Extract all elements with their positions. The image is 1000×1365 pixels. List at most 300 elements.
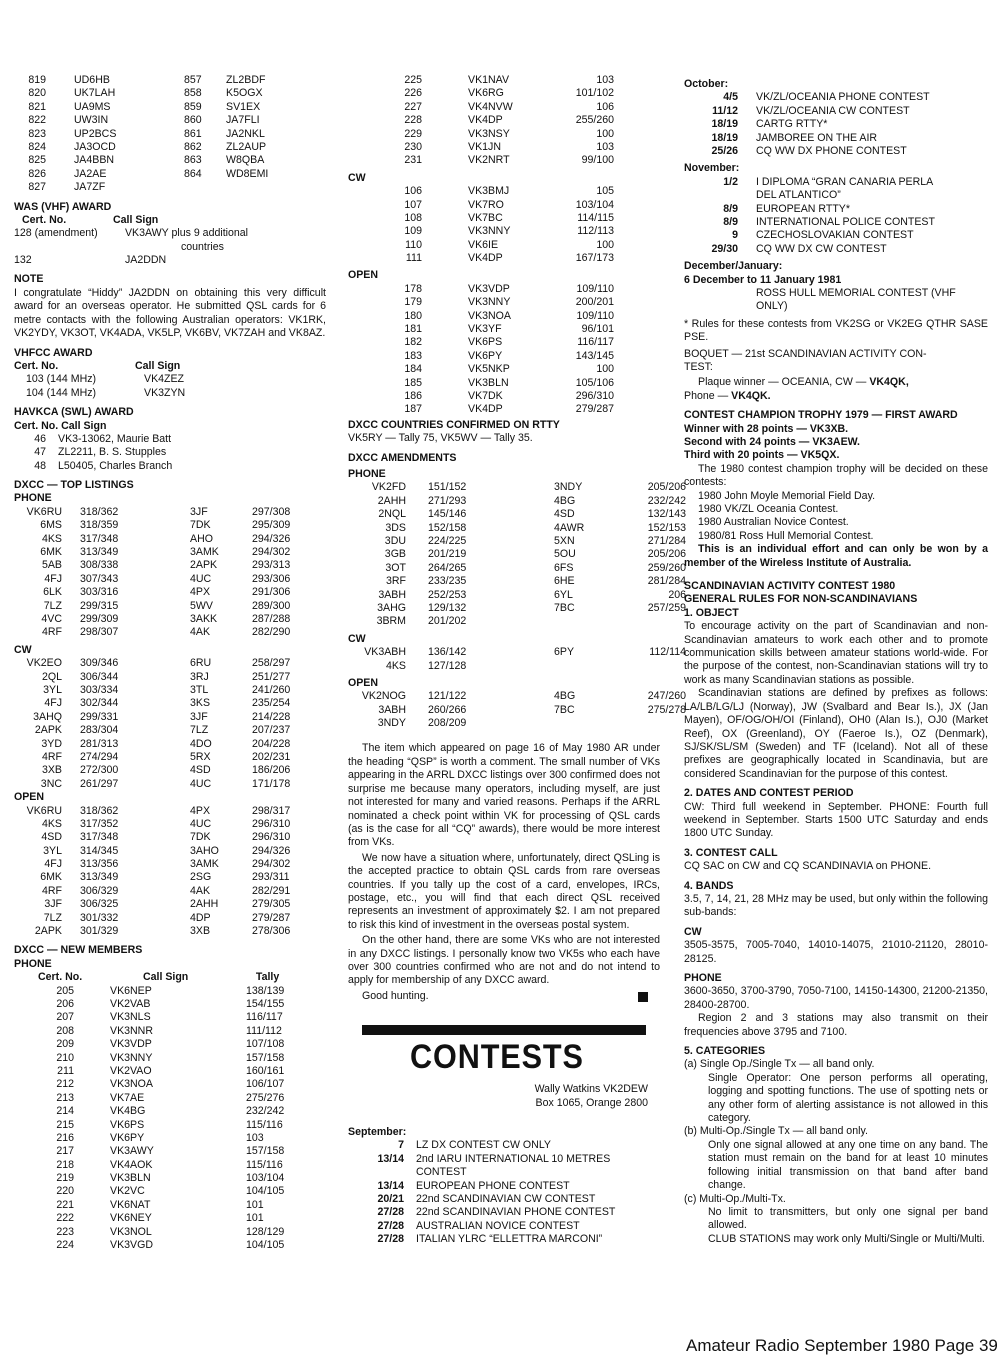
vhfcc-header: Cert. No. Call Sign	[14, 359, 181, 372]
table-row	[14, 724, 326, 737]
table-cell: 293/313	[252, 559, 291, 572]
sac-subtitle: GENERAL RULES FOR NON-SCANDINAVIANS	[684, 593, 918, 606]
table-cell: 3DS	[385, 521, 406, 534]
table-cell: 3NDY	[377, 717, 406, 730]
table-cell: 220	[56, 1185, 74, 1198]
table-cell: 295/309	[252, 519, 291, 532]
table-row	[348, 534, 686, 548]
table-cell: 6LK	[43, 586, 62, 599]
table-cell: 301/329	[80, 925, 119, 938]
table-cell: 205	[56, 984, 74, 997]
call-title: 3. CONTEST CALL	[684, 846, 778, 859]
table-cell: 108	[404, 211, 422, 224]
table-cell: 206	[56, 998, 74, 1010]
table-cell: VK7RO	[468, 198, 504, 211]
table-cell: 136/142	[428, 646, 467, 659]
table-cell: 218	[56, 1158, 74, 1171]
table-cell: 201/202	[428, 615, 467, 628]
table-cell: 106	[596, 100, 614, 113]
table-row	[684, 176, 988, 189]
table-cell: 3GB	[384, 548, 406, 561]
open-label: OPEN	[348, 269, 379, 282]
table-cell: 2AHH	[190, 898, 219, 911]
cw-bands: 3505-3575, 7005-7040, 14010-14075, 21010-21120, 28010-28125.	[684, 939, 988, 965]
november-contests	[684, 176, 988, 256]
havkca-title: HAVKCA (SWL) AWARD	[14, 406, 134, 419]
list-item: 1980 Australian Novice Contest.	[698, 516, 849, 529]
table-cell: SV1EX	[226, 100, 261, 113]
author-name: Wally Watkins VK2DEW	[534, 1083, 648, 1096]
trophy-winner: Winner with 28 points — VK3XB.	[684, 422, 849, 435]
table-cell: 13/14	[377, 1179, 404, 1192]
table-cell: 5WV	[190, 599, 213, 612]
table-row	[348, 1180, 660, 1193]
table-cell: AUSTRALIAN NOVICE CONTEST	[416, 1219, 580, 1232]
table-cell: VK3NNY	[468, 225, 511, 238]
phone-label: PHONE	[14, 492, 52, 505]
table-cell: 318/362	[80, 505, 119, 518]
table-cell: 861	[184, 127, 202, 140]
table-cell: 3RF	[385, 575, 406, 588]
table-cell: VK3BMJ	[468, 185, 510, 198]
plaque-line-1: Plaque winner — OCEANIA, CW — VK4QK,	[698, 376, 909, 389]
table-cell: 297/308	[252, 505, 291, 518]
table-row	[348, 252, 660, 265]
table-cell: 282/290	[252, 626, 291, 639]
table-cell: 3AKK	[190, 613, 218, 625]
section-rule	[362, 1025, 646, 1035]
table-cell: 205/206	[647, 548, 686, 561]
table-cell: 5RX	[190, 750, 211, 763]
table-row	[14, 519, 326, 532]
table-cell: 2APK	[34, 925, 62, 938]
table-row	[348, 660, 660, 673]
table-cell: 112/114	[649, 646, 686, 659]
table-cell: 224/225	[428, 534, 467, 547]
table-cell: 4KS	[41, 817, 62, 830]
table-row	[14, 74, 326, 87]
table-cell: 299/331	[80, 710, 119, 723]
table-cell: 3AHO	[190, 844, 219, 857]
table-cell: 235/254	[252, 697, 291, 710]
new-members-header: Cert. No. Call Sign Tally	[38, 971, 280, 984]
table-row	[14, 805, 326, 818]
new-members-cw	[348, 185, 660, 265]
plaque-line-2: Phone — VK4QK.	[684, 389, 771, 402]
table-cell: 228	[404, 114, 422, 127]
table-cell: VK6NEY	[110, 1212, 152, 1225]
table-cell: ZL2211, B. S. Stupples	[58, 446, 167, 459]
was-col-cert: Cert. No.	[22, 213, 67, 226]
table-row	[14, 141, 326, 154]
table-cell: VK3NNY	[110, 1051, 153, 1064]
table-cell: 152/153	[647, 521, 686, 534]
table-cell: VK3-13062, Maurie Batt	[58, 432, 172, 445]
table-cell: 132/143	[647, 508, 686, 521]
table-row	[14, 1011, 326, 1024]
table-cell: VK3NOL	[110, 1225, 152, 1238]
table-row	[14, 533, 326, 546]
table-cell: 820	[28, 87, 46, 100]
table-row	[14, 1092, 326, 1105]
table-cell: VK6RU	[26, 804, 62, 817]
table-row	[14, 154, 326, 167]
table-cell: 298/307	[80, 626, 119, 639]
table-cell: 317/348	[80, 532, 119, 545]
table-cell: VK3BLN	[110, 1172, 151, 1185]
table-cell: 3AMK	[190, 858, 219, 871]
table-cell: VK3NSY	[468, 127, 510, 140]
table-cell: JA2NKL	[226, 127, 265, 140]
table-row	[348, 199, 660, 212]
phone-bands: 3600-3650, 3700-3790, 7050-7100, 14150-14300, 21200-21350, 28400-28700.	[684, 985, 988, 1011]
table-cell: 317/348	[80, 831, 119, 844]
table-row	[14, 387, 326, 400]
table-cell: WD8EMI	[226, 167, 269, 180]
boquet-line-2: TEST:	[684, 360, 713, 373]
trophy-text: The 1980 contest champion trophy will be decided on these contests:	[684, 462, 988, 489]
table-row	[14, 181, 326, 194]
table-cell: 3OT	[385, 561, 406, 574]
table-cell: VK3NOA	[468, 309, 511, 322]
table-cell: 104 (144 MHz)	[26, 386, 97, 399]
table-row	[14, 778, 326, 791]
table-cell: 4PX	[190, 804, 211, 817]
table-cell: 282/291	[252, 884, 291, 897]
table-cell: 294/326	[252, 844, 291, 857]
table-cell: 231	[404, 154, 422, 167]
amendments-title: DXCC AMENDMENTS	[348, 451, 457, 464]
table-cell: 128/129	[246, 1225, 285, 1238]
table-row	[14, 1105, 326, 1118]
table-cell: 5OU	[554, 548, 576, 561]
table-cell: 822	[28, 114, 46, 127]
trophy-contest-list	[684, 490, 988, 544]
table-row	[348, 1139, 660, 1152]
table-cell: 296/310	[575, 390, 614, 403]
table-row	[348, 128, 660, 141]
table-row	[14, 168, 326, 181]
table-cell: VK4DP	[468, 114, 503, 127]
table-cell: 6YL	[554, 588, 573, 601]
table-cell: 4UC	[190, 817, 212, 830]
table-row	[14, 101, 326, 114]
cw-label: CW	[348, 171, 366, 184]
table-row	[684, 118, 988, 131]
table-row	[14, 985, 326, 998]
table-row	[684, 189, 988, 202]
vhfcc-title: VHFCC AWARD	[14, 346, 93, 359]
table-cell: 101	[246, 1212, 264, 1225]
table-cell: I DIPLOMA “GRAN CANARIA PERLA	[756, 175, 934, 188]
table-cell: 303/334	[80, 683, 119, 696]
table-row	[14, 1132, 326, 1145]
table-cell: 187	[404, 403, 422, 416]
table-row	[348, 1193, 660, 1206]
table-cell: 138/139	[246, 984, 285, 997]
was-title: WAS (VHF) AWARD	[14, 200, 112, 213]
table-cell: 226	[404, 87, 422, 100]
table-cell: VK3NLS	[110, 1011, 151, 1024]
table-cell: 3YL	[43, 844, 62, 857]
table-cell: 100	[596, 363, 614, 376]
note-text: I congratulate “Hiddy” JA2DDN on obtaining this very difficult award for an overseas operator. He submitted QSL cards for 6 metre contacts with the following Australian operators: VK1RK, VK2YDY, VK3OT, VK4ADA, VK5LP, VK6BV, VK7ZAH and VK8AZ.	[14, 286, 326, 340]
table-cell: 127/128	[428, 659, 467, 672]
was-col-call: Call Sign	[112, 213, 159, 226]
table-row	[348, 703, 686, 717]
categories-title: 5. CATEGORIES	[684, 1045, 766, 1058]
table-cell: ZL2AUP	[226, 140, 267, 153]
table-cell: 281/284	[647, 575, 686, 588]
table-cell: 298/317	[252, 804, 291, 817]
table-cell: 3JF	[190, 505, 208, 518]
table-cell: VK6PS	[468, 336, 503, 349]
table-cell: 287/288	[252, 613, 291, 625]
was-row-cont: countries	[180, 240, 224, 253]
table-cell: 204/228	[252, 737, 291, 750]
table-cell: 4DP	[190, 911, 211, 924]
table-cell: 4RF	[41, 884, 62, 897]
table-row	[14, 114, 326, 127]
table-cell: VK4BG	[110, 1105, 146, 1118]
table-cell: 208/209	[428, 717, 467, 730]
table-cell: UK7LAH	[74, 87, 116, 100]
table-row	[684, 132, 988, 145]
table-cell: VK2VAO	[110, 1064, 152, 1077]
bands-title: 4. BANDS	[684, 879, 734, 892]
table-cell: 278/306	[252, 925, 291, 938]
table-cell: CONTEST	[416, 1166, 467, 1179]
table-cell: 205/206	[647, 481, 686, 494]
table-row	[348, 114, 660, 127]
table-cell: 247/260	[647, 690, 686, 703]
table-cell: 160/161	[246, 1064, 285, 1077]
end-mark	[638, 992, 648, 1002]
table-row	[348, 646, 686, 659]
table-cell: 4KS	[385, 659, 406, 672]
table-cell: 252/253	[428, 588, 467, 601]
cw-listing	[14, 657, 326, 791]
table-row	[14, 1226, 326, 1239]
table-cell: 27/28	[377, 1219, 404, 1232]
table-cell: 279/287	[252, 911, 291, 924]
table-cell: 111	[405, 252, 422, 265]
dates-title: 2. DATES AND CONTEST PERIOD	[684, 787, 854, 800]
table-cell: DEL ATLANTICO”	[756, 189, 841, 202]
column-1	[14, 74, 326, 1252]
table-cell: 111/112	[246, 1024, 282, 1037]
table-cell: 106/107	[246, 1078, 285, 1091]
table-row	[684, 229, 988, 242]
table-cell: 18/19	[711, 131, 738, 144]
table-cell: 6FS	[554, 561, 574, 574]
table-cell: 4PX	[190, 586, 211, 599]
table-row	[14, 751, 326, 764]
table-cell: 6MS	[40, 519, 62, 532]
table-cell: 3DU	[384, 534, 406, 547]
table-cell: 3KS	[190, 697, 211, 710]
phone-listing	[14, 506, 326, 640]
table-cell: UP2BCS	[74, 127, 117, 140]
table-row	[14, 684, 326, 697]
table-cell: VK3YF	[468, 323, 502, 336]
table-cell: 213	[56, 1091, 74, 1104]
table-row	[348, 154, 660, 167]
table-row	[14, 858, 326, 871]
table-cell: AHO	[190, 532, 213, 545]
table-cell: 3NDY	[554, 481, 583, 494]
new-members-list	[14, 985, 326, 1253]
table-cell: 217	[56, 1145, 74, 1158]
table-cell: 294/326	[252, 532, 291, 545]
table-cell: 825	[28, 154, 46, 167]
table-cell: 255/260	[575, 114, 614, 127]
table-row	[14, 657, 326, 670]
column-2	[348, 74, 686, 1247]
table-cell: 5XN	[554, 534, 575, 547]
table-row	[684, 216, 988, 229]
page-footer: Amateur Radio September 1980 Page 39	[686, 1336, 998, 1355]
table-cell: 5AB	[41, 559, 62, 572]
table-cell: 259/260	[647, 561, 686, 574]
table-cell: JA7ZF	[74, 181, 106, 194]
table-cell: 317/352	[80, 817, 119, 830]
table-cell: 858	[184, 87, 202, 100]
table-cell: 106	[404, 185, 422, 198]
table-cell: 826	[28, 167, 46, 180]
table-row	[684, 105, 988, 118]
table-cell: L50405, Charles Branch	[58, 459, 173, 472]
table-cell: 6MK	[40, 546, 62, 559]
table-cell: 8/9	[723, 215, 738, 228]
table-row	[14, 1119, 326, 1132]
table-cell: 157/158	[246, 1145, 285, 1158]
amend-phone-label: PHONE	[348, 468, 386, 481]
december-date: 6 December to 11 January 1981	[684, 273, 842, 286]
table-cell: 27/28	[377, 1233, 404, 1246]
table-cell: VK3VGD	[110, 1239, 153, 1252]
table-cell: CQ WW DX PHONE CONTEST	[756, 144, 907, 157]
table-cell: ZL2BDF	[226, 74, 266, 86]
table-cell: 116/117	[246, 1011, 283, 1024]
table-cell: 230	[404, 140, 422, 153]
table-cell: 271/284	[647, 534, 686, 547]
table-cell: 201/219	[428, 548, 467, 561]
table-cell: 271/293	[428, 494, 467, 507]
table-cell: 4/5	[723, 91, 738, 104]
table-cell: VK6PY	[110, 1131, 145, 1144]
rtty-text: VK5RY — Tally 75, VK5WV — Tally 35.	[348, 432, 533, 445]
table-cell: 4VC	[41, 613, 62, 625]
table-cell: 104/105	[246, 1185, 285, 1198]
table-row	[348, 363, 660, 376]
table-cell: JAMBOREE ON THE AIR	[756, 131, 878, 144]
category-c-text-1: No limit to transmitters, but only one signal per band allowed.	[708, 1205, 988, 1232]
december-label: December/January:	[684, 260, 783, 273]
table-cell: VK4NVW	[468, 100, 513, 113]
table-cell: 103 (144 MHz)	[26, 373, 97, 386]
table-row	[14, 818, 326, 831]
table-cell: 171/178	[252, 777, 291, 790]
table-cell: 3ABH	[378, 703, 406, 716]
table-cell: 2NQL	[378, 508, 406, 521]
table-cell: 863	[184, 154, 202, 167]
table-cell: 274/294	[80, 750, 119, 763]
table-row	[14, 845, 326, 858]
table-cell: 275/278	[647, 703, 686, 716]
table-cell: 121/122	[428, 690, 467, 703]
table-cell: 307/343	[80, 572, 119, 585]
cw-label: CW	[14, 643, 32, 656]
table-row	[14, 1159, 326, 1172]
table-cell: 215	[56, 1118, 74, 1131]
table-cell: VK5NKP	[468, 363, 510, 376]
table-cell: 209	[56, 1038, 74, 1051]
table-cell: VK2EO	[26, 657, 62, 670]
table-row	[14, 1145, 326, 1158]
december-event: ROSS HULL MEMORIAL CONTEST (VHF ONLY)	[756, 286, 956, 313]
table-cell: 824	[28, 140, 46, 153]
table-cell: 110	[405, 238, 422, 251]
table-row	[14, 697, 326, 710]
table-row	[14, 764, 326, 777]
table-row	[348, 601, 686, 615]
table-cell: 103	[246, 1131, 264, 1144]
was-header	[14, 214, 326, 227]
table-cell: JA7FLI	[226, 114, 260, 127]
table-row	[348, 323, 660, 336]
table-cell: 152/158	[428, 521, 467, 534]
table-row	[14, 433, 326, 446]
table-cell: 18/19	[711, 118, 738, 131]
table-cell: 210	[56, 1051, 74, 1064]
table-cell: 260/266	[428, 703, 467, 716]
table-row	[348, 74, 660, 87]
table-cell: 107/108	[246, 1038, 285, 1051]
table-cell: 4SD	[190, 764, 211, 777]
table-row	[14, 559, 326, 572]
table-cell: VK3AWY	[110, 1145, 154, 1158]
table-cell: 261/297	[80, 777, 119, 790]
category-c: (c) Multi-Op./Multi-Tx.	[684, 1192, 786, 1205]
table-row	[14, 1212, 326, 1225]
table-cell: 279/305	[252, 898, 291, 911]
table-cell: VK7DK	[468, 390, 503, 403]
table-cell: 223	[56, 1225, 74, 1238]
table-row	[14, 128, 326, 141]
table-cell: 184	[404, 363, 422, 376]
table-cell: 22nd SCANDINAVIAN CW CONTEST	[416, 1192, 596, 1205]
table-row	[348, 1206, 660, 1219]
was-row: 132 JA2DDN	[14, 254, 167, 267]
table-cell: 4FJ	[44, 697, 62, 710]
table-cell: 294/302	[252, 546, 291, 559]
table-cell: VK3BLN	[468, 376, 509, 389]
new-members-open	[348, 283, 660, 417]
table-cell: 299/315	[80, 599, 119, 612]
table-cell: 4AK	[190, 626, 211, 639]
table-cell: 4RF	[41, 750, 62, 763]
table-cell: 302/344	[80, 697, 119, 710]
table-cell: 214	[56, 1105, 74, 1118]
bands-text: 3.5, 7, 14, 21, 28 MHz may be used, but only within the following sub-bands:	[684, 892, 988, 919]
table-cell: 827	[28, 181, 46, 194]
table-cell: JA4BBN	[74, 154, 115, 167]
table-row	[14, 506, 326, 519]
table-cell: 216	[56, 1131, 74, 1144]
table-cell: 275/276	[246, 1091, 285, 1104]
dates-text: CW: Third full weekend in September. PHONE: Fourth full weekend in September. Starts 1500 UTC Saturday and ends 1800 UTC Sunday.	[684, 800, 988, 840]
